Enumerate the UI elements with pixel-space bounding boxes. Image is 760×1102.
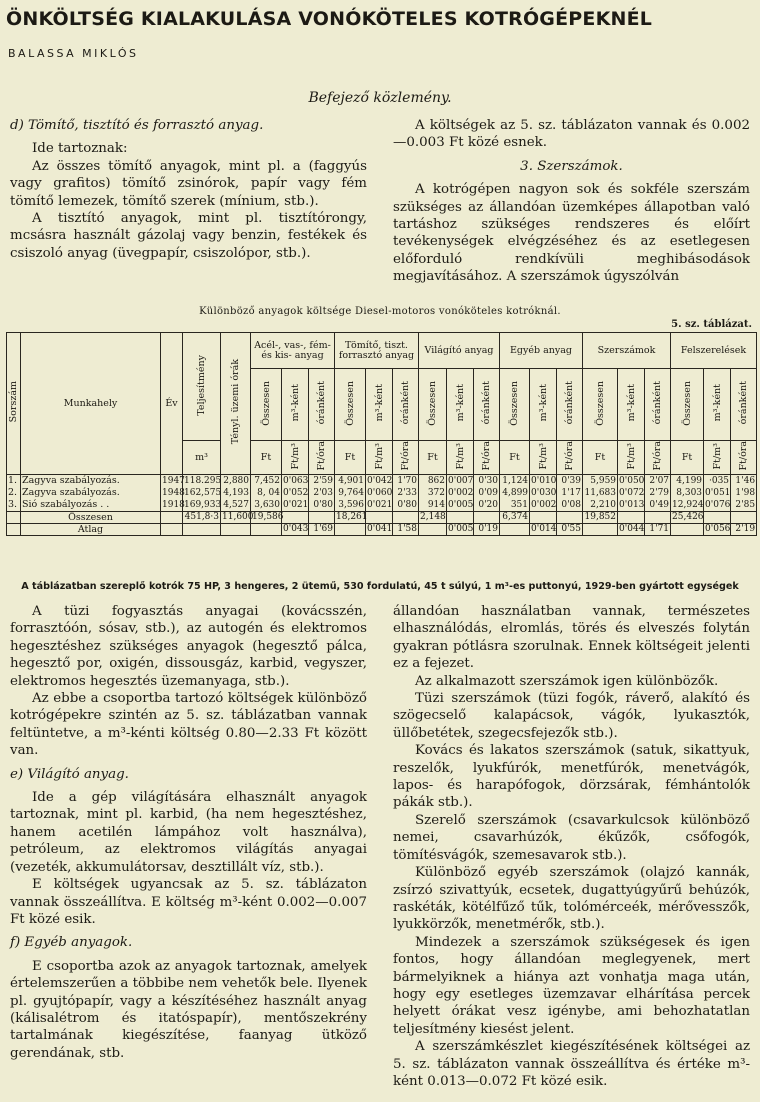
table-cell: 2'85	[731, 499, 757, 512]
row-teljesitmeny: 169,933	[184, 499, 222, 510]
row-munkahely: Zagyva szabályozás.	[21, 474, 161, 487]
table-cell: 914	[419, 499, 447, 512]
table-note: A táblázatban szereplő kotrók 75 HP, 3 hengeres, 2 ütemű, 530 fordulatú, 45 t súlyú, 1 m³-es puttonyú, 1929-ben gyártott egységek	[21, 581, 739, 592]
table-cell	[221, 523, 251, 535]
row-number: 1.	[7, 474, 21, 487]
author-name: BALASSA MIKLÓS	[8, 47, 139, 60]
paragraph: A költségek az 5. sz. táblázaton vannak és 0.002—0.003 Ft közé esnek.	[393, 118, 750, 151]
table-cell	[309, 511, 335, 523]
table-cell: 0'002	[448, 487, 474, 498]
row-teljesitmeny: 162,575	[184, 487, 222, 498]
table-cell: 0'076	[705, 499, 731, 510]
header-ev: Év	[161, 333, 183, 475]
table-cell: 8,303	[671, 487, 704, 499]
subheader-cell: Összesen	[335, 369, 366, 441]
row-number: 2.	[7, 487, 21, 499]
group-vilagito: Világító anyag	[419, 333, 500, 369]
table-cell: 1'58	[393, 523, 419, 535]
table-cell	[183, 523, 221, 535]
table-cell: 0'014	[531, 524, 557, 535]
table-cell: 7,452	[251, 474, 282, 487]
table-cell: 0'042	[367, 475, 393, 486]
subheader-cell: Összesen	[671, 369, 704, 441]
row-number: 3.	[7, 499, 21, 512]
header-munkahely: Munkahely	[21, 333, 161, 475]
subheader-cell: óránként	[474, 369, 500, 441]
table-cell: 0'013	[619, 499, 645, 510]
section-heading-e: e) Világító anyag.	[10, 766, 129, 782]
table-number: 5. sz. táblázat.	[671, 319, 752, 330]
table-cell	[474, 511, 500, 523]
row-orak: 2,880	[221, 474, 251, 487]
unit-cell: Ft/óra	[474, 441, 500, 475]
table-cell: 0'052	[283, 487, 309, 498]
table-cell	[583, 523, 618, 535]
table-cell: 0'043	[283, 524, 309, 535]
paragraph: Mindezek a szerszámok szükségesek és igen fontos, hogy állandóan meglegyenek, mert bármelyiknek a hiánya azt vonhatja maga után, hogy egy esetleges üzemzavar elhárítása percek helyett órákat vesz igénybe, ami behozhatatlan teljesítmény kiesést jelent.	[393, 934, 750, 1037]
table-cell: 2'59	[309, 474, 335, 487]
total-teljesitmeny: 451,8·3	[183, 511, 221, 523]
table-cell	[393, 511, 419, 523]
subheader-cell: m³-ként	[447, 369, 474, 441]
paragraph: E csoportba azok az anyagok tartoznak, amelyek értelemszerűen a többibe nem vehetők bele. Ilyenek pl. gyujtópapír, vagy a készítéséhez használt anyag (kálisalétrom és itatóspapír), mentőszekrény tartalmának kiegészítése, faanyag ütköző gerendának, stb.	[10, 958, 367, 1061]
table-cell: 1'46	[731, 474, 757, 487]
subheader-cell: Összesen	[419, 369, 447, 441]
table-cell: 0'20	[474, 499, 500, 512]
table-cell: 0'002	[531, 499, 557, 510]
table-cell: 11,683	[584, 487, 617, 498]
table-cell: 0'005	[448, 499, 474, 510]
table-row	[7, 474, 757, 487]
table-cell	[335, 523, 366, 535]
unit-cell: Ft/óra	[645, 441, 671, 475]
table-cell: 0'007	[448, 475, 474, 486]
table-cell	[731, 511, 757, 523]
right-column-top	[393, 117, 750, 286]
left-column-top	[10, 117, 367, 262]
table-cell	[161, 523, 183, 535]
table-cell: 2'79	[645, 487, 671, 499]
paragraph: A szerszámkészlet kiegészítésének költségei az 5. sz. táblázaton vannak összeállítva és értéke m³-ként 0.013—0.072 Ft közé esik.	[393, 1039, 750, 1089]
group-felszerelesek: Felszerelések	[671, 333, 757, 369]
table-cell: 6,374	[500, 511, 530, 523]
subheader-cell: m³-ként	[366, 369, 393, 441]
section-heading-d: d) Tömítő, tisztító és forrasztó anyag.	[10, 118, 264, 133]
subheader-cell: óránként	[557, 369, 583, 441]
unit-cell: Ft	[251, 441, 282, 475]
average-label: Atlag	[21, 523, 161, 535]
group-acel: Acél-, vas-, fém- és kis- anyag	[251, 333, 335, 369]
right-column-bottom	[393, 603, 750, 1090]
subheader-cell: óránként	[645, 369, 671, 441]
table-cell: 1'70	[393, 474, 419, 487]
header-sorszam: Sorszám	[7, 333, 21, 475]
table-cell: 1'69	[309, 523, 335, 535]
subheader-cell: óránként	[309, 369, 335, 441]
table-cell: 0'030	[531, 487, 557, 498]
table-cell: 4,901	[335, 474, 366, 487]
table-row	[7, 499, 757, 512]
table-cell: 351	[500, 499, 530, 512]
table-cell: 0'041	[367, 524, 393, 535]
table-cell: 2'19	[731, 523, 757, 535]
table-cell: 1'98	[731, 487, 757, 499]
subheader-cell: Összesen	[500, 369, 530, 441]
subheader-cell: Összesen	[583, 369, 618, 441]
subheader-cell: óránként	[731, 369, 757, 441]
left-column-bottom	[10, 603, 367, 1062]
table-caption: Különböző anyagok költsége Diesel-motoros vonóköteles kotróknál.	[199, 306, 561, 317]
row-teljesitmeny: 118.295	[184, 475, 222, 486]
table-cell	[419, 523, 447, 535]
paragraph: E költségek ugyancsak az 5. sz. táblázaton vannak összeállítva. E költség m³-ként 0.002—0.007 Ft közé esik.	[10, 877, 367, 927]
table-cell: 3,596	[335, 499, 366, 512]
row-munkahely: Sió szabályozás . .	[21, 499, 161, 512]
table-cell: 372	[419, 487, 447, 499]
table-cell: 2,148	[420, 512, 446, 523]
cost-table	[6, 332, 757, 536]
table-cell: 862	[419, 474, 447, 487]
header-teljesitmeny: Teljesítmény	[183, 333, 221, 441]
table-cell: 0'30	[474, 474, 500, 487]
table-cell: 0'044	[619, 524, 645, 535]
table-cell: 1,124	[500, 474, 530, 487]
table-cell	[618, 511, 645, 523]
table-cell: 25,426	[672, 512, 704, 523]
row-orak: 4,527	[221, 499, 251, 512]
article-title: ÖNKÖLTSÉG KIALAKULÁSA VONÓKÖTELES KOTRÓGÉPEKNÉL	[6, 8, 653, 30]
unit-cell: Ft/m³	[447, 441, 474, 475]
table-cell	[447, 511, 474, 523]
paragraph: Szerelő szerszámok (csavarkulcsok különböző nemei, csavarhúzók, ékűzők, csőfogók, tömítésvágók, szemesavarok stb.).	[393, 812, 750, 863]
paragraph: Az alkalmazott szerszámok igen különbözők.	[415, 673, 719, 689]
paragraph: Ide tartoznak:	[32, 141, 128, 157]
paragraph: Kovács és lakatos szerszámok (satuk, sikattyuk, reszelők, lyukfúrók, menetfúrók, menetvágók, lapos- és harapófogok, dörzsárak, fémhántolók pákák stb.).	[393, 743, 750, 811]
table-cell: 18,261	[336, 512, 368, 523]
total-row	[7, 511, 757, 523]
table-cell	[557, 511, 583, 523]
section-heading-3: 3. Szerszámok.	[520, 158, 623, 174]
table-cell: 0'80	[393, 499, 419, 512]
table-cell: 0'010	[531, 475, 557, 486]
subheader-cell: m³-ként	[282, 369, 309, 441]
table-cell: 0'49	[645, 499, 671, 512]
unit-cell: Ft/óra	[731, 441, 757, 475]
table-cell: 2'07	[645, 474, 671, 487]
table-cell	[671, 523, 704, 535]
table-cell: 4,899	[500, 487, 530, 499]
table-cell: 4,199	[671, 474, 704, 487]
table-cell: 0'005	[448, 524, 474, 535]
paragraph: állandóan használatban vannak, természetes elhasználódás, elromlás, törés és elveszés folytán gyakran pótlásra szorulnak. Ennek költségeit jelenti ez a fejezet.	[393, 604, 750, 672]
group-egyeb: Egyéb anyag	[500, 333, 583, 369]
subheader-cell: m³-ként	[530, 369, 557, 441]
unit-cell: Ft	[335, 441, 366, 475]
table-cell	[366, 511, 393, 523]
table-cell: 0'056	[705, 524, 731, 535]
paragraph: A tüzi fogyasztás anyagai (kovácsszén, forrasztóón, sósav, stb.), az autogén és elektromos hegesztéshez szükséges anyagok (hegesztő pálca, hegesztő por, oxigén, dissousgáz, karbid, vegyszer, elektromos hegesztés üzemanyaga, stb.).	[10, 604, 367, 689]
unit-cell: Ft/m³	[282, 441, 309, 475]
table-cell: 5,959	[583, 474, 618, 487]
average-row	[7, 523, 757, 535]
row-ev: 1918	[162, 499, 185, 510]
unit-cell: Ft/óra	[309, 441, 335, 475]
table-cell: 0'55	[557, 523, 583, 535]
article-subtitle: Befejező közlemény.	[308, 90, 452, 106]
table-cell	[500, 523, 530, 535]
table-cell	[161, 511, 183, 523]
unit-cell: Ft	[671, 441, 704, 475]
table-cell	[645, 511, 671, 523]
table-cell: 0'19	[474, 523, 500, 535]
unit-m3: m³	[183, 441, 221, 475]
table-cell: 0'80	[309, 499, 335, 512]
unit-cell: Ft/m³	[366, 441, 393, 475]
table-cell: 8, 04	[251, 487, 282, 499]
group-szerszamok: Szerszámok	[583, 333, 671, 369]
table-cell: 19,586	[252, 512, 284, 523]
table-cell: 12,924	[672, 499, 704, 510]
table-cell	[530, 511, 557, 523]
table-cell: 0'060	[367, 487, 393, 498]
table-cell: 0'08	[557, 499, 583, 512]
row-ev: 1947	[162, 475, 185, 486]
table-cell: 3,630	[251, 499, 282, 512]
row-orak: 4,193	[221, 487, 251, 499]
subheader-cell: óránként	[393, 369, 419, 441]
table-cell: 1'71	[645, 523, 671, 535]
table-cell: 0'021	[367, 499, 393, 510]
table-row	[7, 487, 757, 499]
unit-cell: Ft	[583, 441, 618, 475]
table-cell: 2'33	[393, 487, 419, 499]
unit-cell: Ft/m³	[618, 441, 645, 475]
table-cell: 0'39	[557, 474, 583, 487]
table-cell: 1'17	[557, 487, 583, 499]
group-tomito: Tömítő, tiszt. forrasztó anyag	[335, 333, 419, 369]
table-cell: 0'09	[474, 487, 500, 499]
row-ev: 1948	[162, 487, 185, 498]
subheader-cell: m³-ként	[704, 369, 731, 441]
unit-cell: Ft/m³	[530, 441, 557, 475]
paragraph: Az összes tömítő anyagok, mint pl. a (faggyús vagy grafitos) tömítő zsinórok, papír vagy fém tömítő lemezek, tömítő szerek (mínium, stb.).	[10, 158, 367, 209]
table-cell	[7, 511, 21, 523]
header-teny-orak: Tényl. üzemi órák	[221, 333, 251, 475]
table-cell	[704, 511, 731, 523]
table-cell	[282, 511, 309, 523]
table-cell: 0'021	[283, 499, 309, 510]
table-cell: 2,210	[583, 499, 618, 512]
table-cell: 0'050	[619, 475, 645, 486]
unit-cell: Ft	[419, 441, 447, 475]
paragraph: Ide a gép világítására elhasznált anyagok tartoznak, mint pl. karbid, (ha nem hegesztéshez, hanem acetilén lámpához volt használva), petróleum, az elektromos világítás anyagai (vezeték, akkumulátorsav, desztillált víz, stb.).	[10, 790, 367, 875]
unit-cell: Ft	[500, 441, 530, 475]
table-cell: 9,764	[335, 487, 366, 499]
subheader-cell: m³-ként	[618, 369, 645, 441]
paragraph: A tisztító anyagok, mint pl. tisztítórongy, mcsásra használt gázolaj vagy benzin, festékek és csiszoló anyag (üvegpapír, csiszolópor, stb.).	[10, 211, 367, 261]
unit-cell: Ft/óra	[557, 441, 583, 475]
table-cell	[251, 523, 282, 535]
unit-cell: Ft/óra	[393, 441, 419, 475]
total-orak: 11,600	[222, 512, 254, 523]
paragraph: A kotrógépen nagyon sok és sokféle szerszám szükséges az állandóan üzemképes állapotban való tartáshoz szükséges rendszeres és előírt tevékenységek elvégzéséhez és az esetlegesen előforduló rendkívüli meghibásodások megjavításához. A szerszámok úgyszólván	[393, 182, 750, 285]
table-cell: ·035	[704, 474, 731, 487]
table-cell: 0'051	[705, 487, 731, 498]
table-cell: 2'03	[309, 487, 335, 499]
section-heading-f: f) Egyéb anyagok.	[10, 935, 133, 951]
table-cell	[7, 523, 21, 535]
total-label: Összesen	[21, 511, 161, 523]
table-cell: 0'072	[619, 487, 645, 498]
unit-cell: Ft/m³	[704, 441, 731, 475]
row-munkahely: Zagyva szabályozás.	[21, 487, 161, 499]
table-cell: 0'063	[283, 475, 309, 486]
paragraph: Különböző egyéb szerszámok (olajzó kannák, zsírzó szivattyúk, ecsetek, dugattyúgyűrű behúzók, raskéták, kötélfűző tűk, tolómérceék, mérővesszők, lyukkörzők, menetmérők, stb.).	[393, 865, 750, 933]
subheader-cell: Összesen	[251, 369, 282, 441]
paragraph: Tüzi szerszámok (tüzi fogók, ráverő, alakító és szögecselő kalapácsok, vágók, lyukasztók, üllőbetétek, szegecsfejezők stb.).	[393, 691, 750, 741]
table-cell: 19,852	[584, 512, 617, 523]
paragraph: Az ebbe a csoportba tartozó költségek különböző kotrógépekre szintén az 5. sz. táblázatban vannak feltüntetve, a m³-kénti költség 0.80—2.33 Ft között van.	[10, 691, 367, 759]
